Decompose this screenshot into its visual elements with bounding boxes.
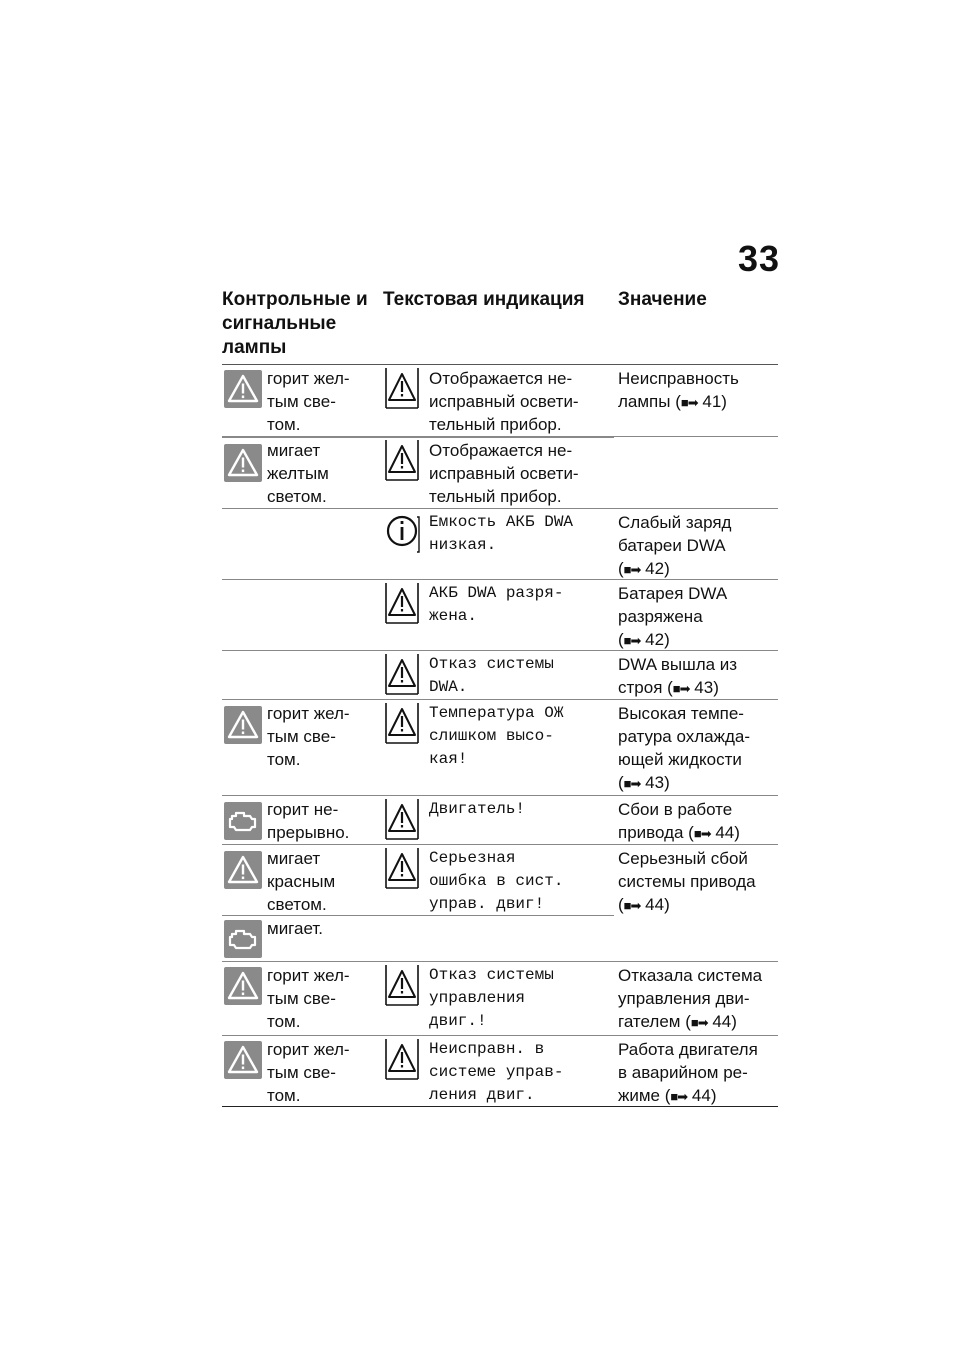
engine-lamp-icon — [224, 920, 262, 958]
display-message: Отображается не- исправный освети- тельный прибор. — [429, 441, 579, 506]
meaning-text: Серьезный сбой системы привода (■➡ 44) — [618, 847, 778, 917]
info-icon — [384, 511, 422, 553]
meaning-text: Сбои в работе привода (■➡ 44) — [618, 798, 778, 845]
table-header — [222, 288, 778, 364]
display-message: Отказ системы управления двиг.! — [429, 966, 554, 1030]
display-message: Температура ОЖ слишком высо- кая! — [429, 704, 564, 768]
warning-triangle-icon — [384, 798, 422, 840]
page-ref: 42 — [645, 559, 665, 578]
display-message: Емкость АКБ DWA низкая. — [429, 513, 574, 554]
meaning-text: Батарея DWA разряжена (■➡ 42) — [618, 582, 778, 652]
warning-triangle-icon — [384, 847, 422, 889]
lamp-state: горит не- прерывно. — [267, 800, 350, 842]
display-message: Неисправн. в системе управ- ления двиг. — [429, 1040, 564, 1104]
table-row — [222, 651, 778, 700]
page-ref-arrow-icon: ■➡ — [623, 633, 641, 648]
warning-triangle-icon — [384, 1038, 422, 1080]
page-number: 33 — [737, 238, 780, 279]
table-row — [222, 845, 778, 915]
page-ref: 44 — [712, 1012, 732, 1031]
page-ref-arrow-icon: ■➡ — [623, 898, 641, 913]
warning-lamp-icon — [224, 967, 262, 1005]
table-row — [222, 580, 778, 651]
meaning-text: Высокая темпе- ратура охлажда- ющей жидкости (■➡ 43) — [618, 702, 778, 795]
lamp-state: горит жел- тым све- том. — [267, 966, 350, 1031]
page-ref-arrow-icon: ■➡ — [672, 681, 690, 696]
page-ref-arrow-icon: ■➡ — [680, 395, 698, 410]
table-row — [222, 437, 778, 508]
warning-lamp-icon — [224, 706, 262, 744]
meaning-text: Неисправность лампы (■➡ 41) — [618, 367, 778, 414]
header-lamps: Контрольные и сигнальные лампы — [222, 289, 368, 358]
page-ref-arrow-icon: ■➡ — [690, 1015, 708, 1030]
lamp-state: мигает красным светом. — [267, 849, 336, 914]
page-ref: 43 — [645, 773, 665, 792]
header-text: Текстовая индикация — [383, 289, 585, 310]
lamp-state: горит жел- тым све- том. — [267, 704, 350, 769]
page-ref-arrow-icon: ■➡ — [670, 1089, 688, 1104]
warning-triangle-icon — [384, 653, 422, 695]
engine-lamp-icon — [224, 802, 262, 840]
display-message: АКБ DWA разря- жена. — [429, 584, 564, 625]
header-meaning: Значение — [618, 289, 707, 310]
page-ref-arrow-icon: ■➡ — [693, 826, 711, 841]
warning-lamp-icon — [224, 851, 262, 889]
meaning-text: DWA вышла из строя (■➡ 43) — [618, 653, 778, 700]
display-message: Двигатель! — [429, 800, 526, 818]
lamp-state: горит жел- тым све- том. — [267, 1040, 350, 1105]
indicator-table — [222, 364, 778, 1107]
warning-triangle-icon — [384, 702, 422, 744]
table-row — [222, 962, 778, 1036]
table-row — [222, 796, 778, 845]
page-ref: 42 — [645, 630, 665, 649]
table-row — [222, 915, 778, 962]
warning-triangle-icon — [384, 367, 422, 409]
warning-triangle-icon — [384, 439, 422, 481]
warning-lamp-icon — [224, 370, 262, 408]
display-message: Отказ системы DWA. — [429, 655, 554, 696]
page-ref: 44 — [645, 895, 665, 914]
warning-triangle-icon — [384, 582, 422, 624]
page-ref: 44 — [691, 1086, 711, 1105]
table-row — [222, 508, 778, 580]
page-ref: 43 — [694, 678, 714, 697]
page-ref: 41 — [702, 392, 722, 411]
table-row — [222, 700, 778, 796]
table-row — [222, 365, 778, 437]
lamp-state: мигает желтым светом. — [267, 441, 329, 506]
page-ref: 44 — [715, 823, 735, 842]
page-ref-arrow-icon: ■➡ — [623, 776, 641, 791]
warning-lamp-icon — [224, 1041, 262, 1079]
warning-triangle-icon — [384, 964, 422, 1006]
meaning-text: Отказала система управления дви- гателем (■➡ 44) — [618, 964, 778, 1034]
display-message: Серьезная ошибка в сист. управ. двиг! — [429, 849, 564, 913]
lamp-state: мигает. — [267, 919, 323, 938]
lamp-state: горит жел- тым све- том. — [267, 369, 350, 434]
display-message: Отображается не- исправный освети- тельный прибор. — [429, 369, 579, 434]
table-row — [222, 1036, 778, 1107]
page-ref-arrow-icon: ■➡ — [623, 562, 641, 577]
warning-lamp-icon — [224, 444, 262, 482]
meaning-text: Работа двигателя в аварийном ре- жиме (■➡ 44) — [618, 1038, 778, 1108]
meaning-text: Слабый заряд батареи DWA (■➡ 42) — [618, 511, 778, 581]
